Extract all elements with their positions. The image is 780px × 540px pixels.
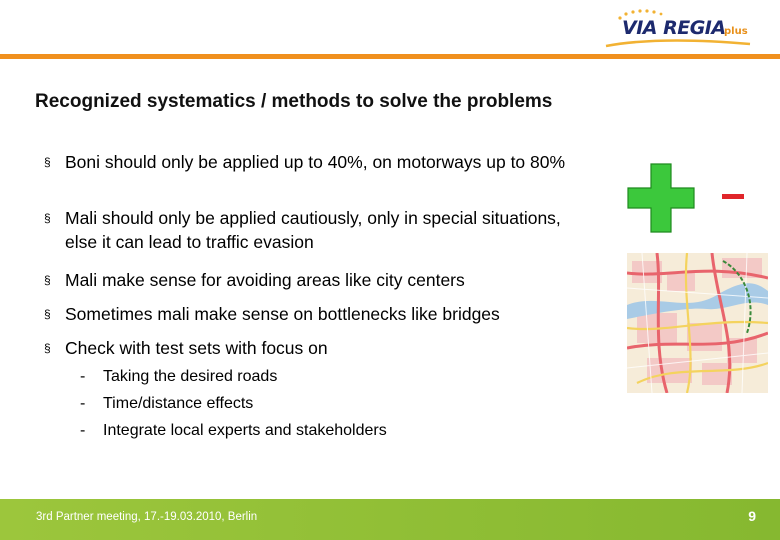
footer-bar	[0, 499, 780, 540]
logo-suffix: plus	[724, 26, 748, 37]
bullet-text: Boni should only be applied up to 40%, on motorways up to 80%	[65, 152, 566, 172]
sub-bullet-text: Taking the desired roads	[103, 368, 278, 385]
bullet-item	[44, 206, 585, 254]
bullet-item	[44, 150, 585, 174]
bullet-text: Mali make sense for avoiding areas like city centers	[65, 270, 465, 290]
bullet-text: Check with test sets with focus on	[65, 338, 328, 358]
bullet-item	[44, 302, 585, 326]
bullet-marker: §	[44, 273, 51, 287]
header-divider	[0, 54, 780, 59]
sub-bullet-marker: -	[80, 422, 86, 439]
sub-bullet-text: Time/distance effects	[103, 395, 254, 412]
via-regia-plus-logo	[600, 8, 772, 52]
slide-title: Recognized systematics / methods to solve the problems	[35, 91, 553, 112]
bullet-marker: §	[44, 155, 51, 169]
bullet-marker: §	[44, 307, 51, 321]
sub-bullet-text: Integrate local experts and stakeholders	[103, 422, 387, 439]
bullet-item	[44, 336, 585, 360]
sub-bullet-marker: -	[80, 368, 86, 385]
sub-bullet-marker: -	[80, 395, 86, 412]
city-map-image	[627, 253, 768, 393]
plus-icon	[627, 163, 695, 233]
bullet-marker: §	[44, 341, 51, 355]
bullet-item	[44, 268, 585, 292]
bullet-marker: §	[44, 211, 51, 225]
bullet-text: Sometimes mali make sense on bottlenecks like bridges	[65, 304, 500, 324]
bullet-text: Mali should only be applied cautiously, only in special situations, else it can lead to traffic evasion	[65, 208, 561, 252]
page-number: 9	[748, 508, 756, 524]
minus-icon	[722, 194, 744, 199]
logo-text: VIA REGIA	[622, 17, 726, 39]
footer-meeting-text: 3rd Partner meeting, 17.-19.03.2010, Berlin	[36, 511, 258, 523]
